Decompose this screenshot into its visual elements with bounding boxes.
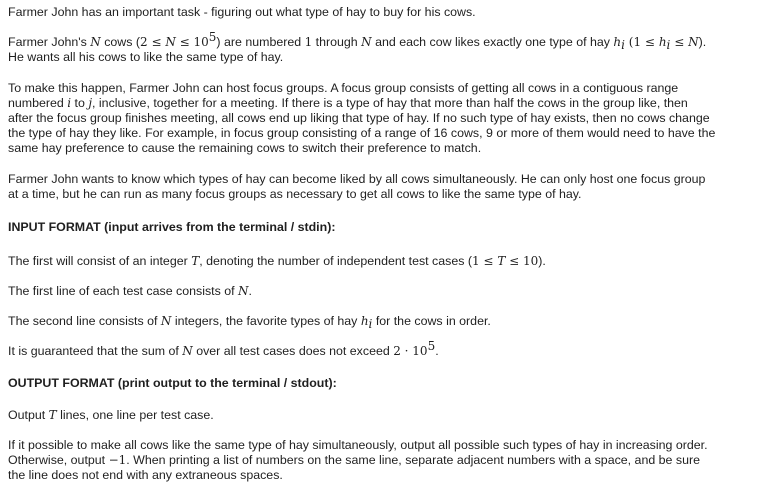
focus-line-5: same hay preference to cause the remaining cows to switch their preference to match. <box>8 141 482 155</box>
cows-paragraph <box>8 30 766 65</box>
text-run: , inclusive, together for a meeting. If there is a type of hay that more than half the cows in the group like, then <box>92 96 688 110</box>
math-subscript-i: i <box>368 317 373 331</box>
text-run: It is guaranteed that the sum of <box>8 344 183 358</box>
math-j: j <box>88 96 93 110</box>
output-rules-line-1: If it possible to make all cows like the same type of hay simultaneously, output all possible such types of hay in increasing order. <box>8 438 708 452</box>
math-i: i <box>67 96 72 110</box>
text-run: ). <box>538 254 546 268</box>
cows-line-1 <box>8 30 766 52</box>
text-run: Otherwise, output <box>8 453 109 467</box>
text-run: integers, the favorite types of hay <box>171 314 361 328</box>
text-run: cows ( <box>100 35 140 49</box>
input-line-second <box>8 314 766 329</box>
goal-paragraph <box>8 172 766 202</box>
text-run: over all test cases does not exceed <box>192 344 394 358</box>
math-subscript-i: i <box>666 38 671 52</box>
math-h: h <box>613 35 622 49</box>
input-format-heading: INPUT FORMAT (input arrives from the terminal / stdin): <box>8 220 336 234</box>
math-h: h <box>658 35 667 49</box>
text-run: . When printing a list of numbers on the same line, separate adjacent numbers with a space, and be sure <box>126 453 700 467</box>
text-run: The second line consists of <box>8 314 161 328</box>
math-one: 1 <box>304 35 313 49</box>
intro-line: Farmer John has an important task - figuring out what type of hay to buy for his cows. <box>8 5 476 19</box>
math-N: N <box>182 344 193 358</box>
math-N: N <box>361 35 372 49</box>
text-run: . <box>248 284 252 298</box>
text-run: The first line of each test case consists of <box>8 284 239 298</box>
text-run: The first will consist of an integer <box>8 254 192 268</box>
math-T: T <box>48 408 57 422</box>
math-bound: 2 · 10 <box>393 344 428 358</box>
text-run: Farmer John's <box>8 35 91 49</box>
goal-line-1: Farmer John wants to know which types of hay can become liked by all cows simultaneously. He can only host one focus group <box>8 172 706 186</box>
math-N: N <box>688 35 699 49</box>
math-leq: ≤ <box>670 35 689 49</box>
intro-paragraph <box>8 5 766 20</box>
input-line-test-cases <box>8 254 766 269</box>
text-run: through <box>312 35 362 49</box>
math-N: N <box>160 314 172 328</box>
focus-group-paragraph <box>8 81 766 156</box>
text-run: , denoting the number of independent test cases ( <box>199 254 472 268</box>
text-run: . <box>435 344 439 358</box>
text-run: numbered <box>8 96 68 110</box>
text-run: lines, one line per test case. <box>56 408 214 422</box>
goal-line-2: at a time, but he can run as many focus groups as necessary to get all cows to like the same type of hay. <box>8 187 582 201</box>
math-N: N <box>90 35 101 49</box>
text-run: and each cow likes exactly one type of hay <box>371 35 614 49</box>
math-T: T <box>191 254 200 268</box>
focus-line-2 <box>8 96 766 111</box>
math-N: N <box>238 284 249 298</box>
text-run: ). <box>698 35 707 49</box>
math-range-upper: ≤ 10 <box>505 254 539 268</box>
math-range-lower: 2 ≤ <box>140 35 166 49</box>
output-line-count <box>8 408 766 423</box>
focus-line-4: the type of hay they like. For example, in focus group consisting of a range of 16 cows, 9 or more of them would need to have the <box>8 126 716 140</box>
math-range-lower: (1 ≤ <box>624 35 659 49</box>
input-line-guarantee <box>8 339 766 359</box>
math-range-lower: 1 ≤ <box>471 254 498 268</box>
focus-line-1: To make this happen, Farmer John can host focus groups. A focus group consists of getting all cows in a contiguous range <box>8 81 679 95</box>
math-exponent: 5 <box>208 30 217 44</box>
output-rules-line-2 <box>8 453 766 468</box>
output-rules-paragraph <box>8 438 766 483</box>
focus-line-3: after the focus group finishes meeting, all cows end up liking that type of hay. If no such type of hay exists, then no cows change <box>8 111 710 125</box>
math-range-upper: ≤ 10 <box>175 35 209 49</box>
math-subscript-i: i <box>621 38 625 52</box>
output-rules-line-3: the line does not end with any extraneous spaces. <box>8 468 283 482</box>
output-format-heading: OUTPUT FORMAT (print output to the terminal / stdout): <box>8 376 337 390</box>
text-run: Output <box>8 408 49 422</box>
math-exponent: 5 <box>427 339 436 353</box>
input-line-first <box>8 284 766 299</box>
math-negative-one: −1 <box>108 453 127 467</box>
text-run: for the cows in order. <box>372 314 491 328</box>
math-N: N <box>165 35 176 49</box>
text-run: ) are numbered <box>216 35 305 49</box>
math-h: h <box>360 314 369 328</box>
math-T: T <box>497 254 506 268</box>
cows-line-2: He wants all his cows to like the same type of hay. <box>8 50 284 64</box>
text-run: to <box>71 96 89 110</box>
